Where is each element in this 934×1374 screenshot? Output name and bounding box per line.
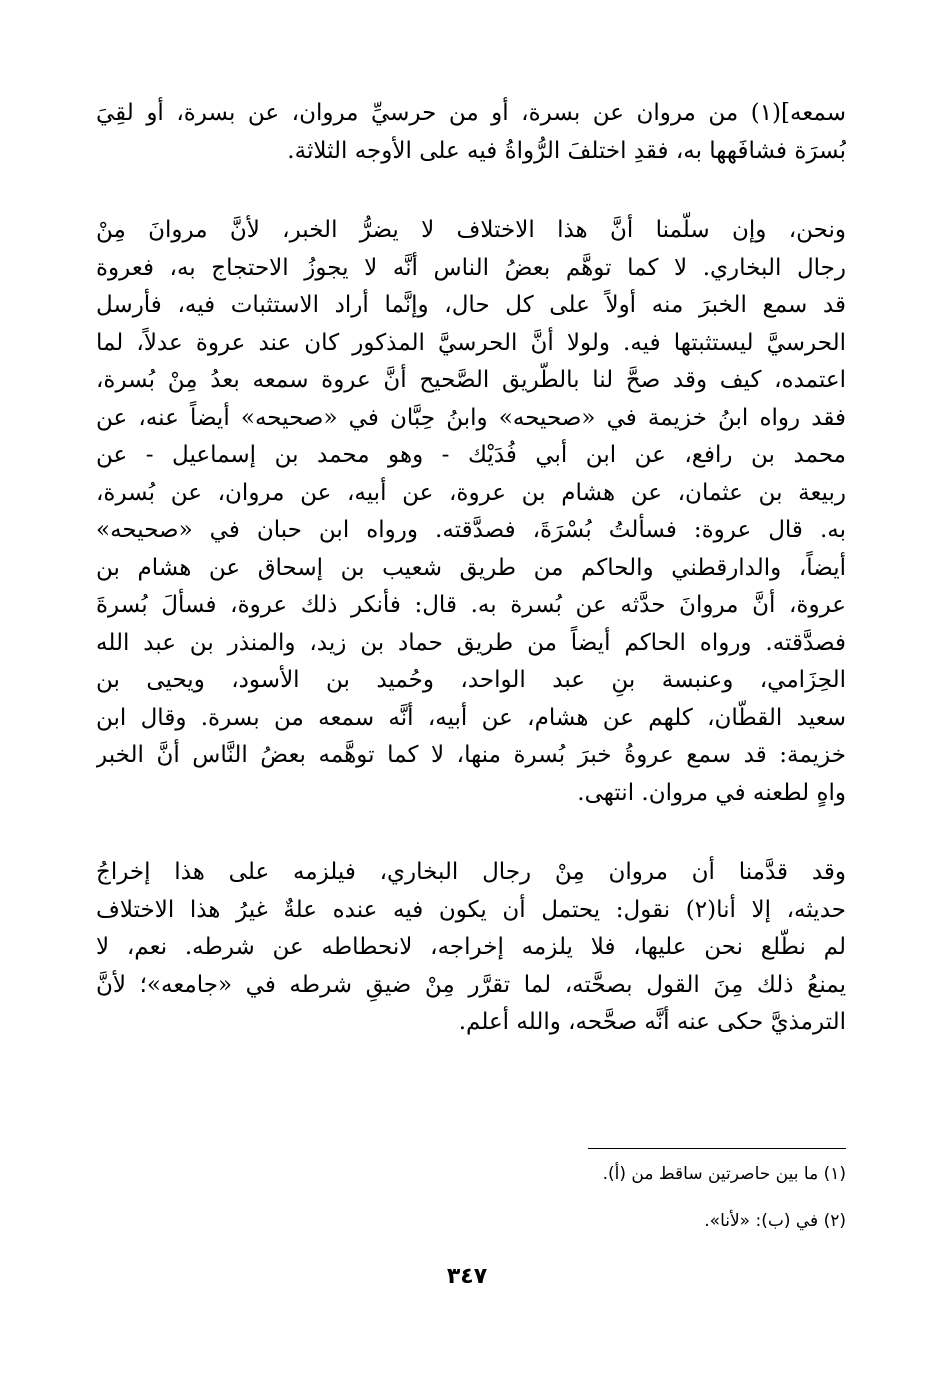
text-line: الحِزَامي، وعنبسة بنِ عبد الواحد، وحُميد بن الأسود، ويحيى بن [96, 667, 846, 693]
paragraph-1 [96, 95, 846, 170]
text-line: ونحن، وإن سلَّمنا أنَّ هذا الاختلاف لا يضرُّ الخبر، لأنَّ مروانَ مِنْ [96, 217, 846, 243]
page-number: ٣٤٧ [446, 1264, 488, 1289]
text-line: ربيعة بن عثمان، عن هشام بن عروة، عن أبيه، عن مروان، عن بُسرة، [96, 479, 846, 506]
text-line: واهٍ لطعنه في مروان. انتهى. [577, 779, 846, 806]
footnote-divider [588, 1148, 846, 1149]
text-line: يمنعُ ذلك مِنَ القول بصحَّته، لما تقرَّر مِنْ ضيقِ شرطه في «جامعه»؛ لأنَّ [96, 971, 846, 998]
text-line: بُسرَة فشافَهها به، فقدِ اختلفَ الرُّواةُ فيه على الأوجه الثلاثة. [287, 137, 846, 164]
text-line: به. قال عروة: فسألتُ بُسْرَةَ، فصدَّقته. ورواه ابن حبان في «صحيحه» [96, 517, 846, 543]
text-line: اعتمده، كيف وقد صحَّ لنا بالطَّريق الصَّحيح أنَّ عروة سمعه بعدُ مِنْ بُسرة، [96, 367, 846, 393]
text-line: سمعه](١) من مروان عن بسرة، أو من حرسيِّ مروان، عن بسرة، أو لقِيَ [96, 100, 846, 126]
text-line: فقد رواه ابنُ خزيمة في «صحيحه» وابنُ حِبَّان في «صحيحه» أيضاً عنه، عن [96, 404, 846, 431]
text-line: رجال البخاري. لا كما توهَّم بعضُ الناس أنَّه لا يجوزُ الاحتجاج به، فعروة [96, 254, 846, 281]
footnote-2 [300, 1211, 846, 1231]
footnote-1 [300, 1164, 846, 1184]
text-line: وقد قدَّمنا أن مروان مِنْ رجال البخاري، فيلزمه على هذا إخراجُ [96, 859, 846, 885]
page-body [96, 95, 846, 1042]
text-line: حديثه، إلا أنا(٢) نقول: يحتمل أن يكون فيه عنده علةٌ غيرُ هذا الاختلاف [96, 896, 846, 923]
paragraph-3 [96, 854, 846, 1042]
text-line: عروة، أنَّ مروانَ حدَّثه عن بُسرة به. قال: فأنكر ذلك عروة، فسألَ بُسرةَ [96, 592, 846, 618]
text-line: خزيمة: قد سمع عروةُ خبرَ بُسرة منها، لا كما توهَّمه بعضُ النَّاس أنَّ الخبر [96, 742, 846, 768]
text-line: فصدَّقته. ورواه الحاكم أيضاً من طريق حماد بن زيد، والمنذر بن عبد الله [96, 629, 846, 656]
footnote-text: (٢) في (ب): «لأنا». [704, 1211, 846, 1231]
text-line: لم نطَّلع نحن عليها، فلا يلزمه إخراجه، لانحطاطه عن شرطه. نعم، لا [96, 934, 846, 960]
text-line: الحرسيَّ ليستثبتها فيه. ولولا أنَّ الحرسيَّ المذكور كان عند عروة عدلاً، لما [96, 329, 846, 356]
text-line: أيضاً، والدارقطني والحاكم من طريق شعيب بن إسحاق عن هشام بن [96, 554, 846, 581]
paragraph-2 [96, 212, 846, 812]
text-line: سعيد القطَّان، كلهم عن هشام، عن أبيه، أنَّه سمعه من بسرة. وقال ابن [96, 704, 846, 731]
text-line: محمد بن رافع، عن ابن أبي فُدَيْك - وهو محمد بن إسماعيل - عن [96, 442, 846, 468]
text-line: الترمذيَّ حكى عنه أنَّه صحَّحه، والله أعلم. [458, 1009, 846, 1035]
text-line: قد سمع الخبرَ منه أولاً على كل حال، وإنَّما أراد الاستثبات فيه، فأرسل [96, 292, 846, 318]
footnote-text: (١) ما بين حاصرتين ساقط من (أ). [602, 1164, 846, 1184]
